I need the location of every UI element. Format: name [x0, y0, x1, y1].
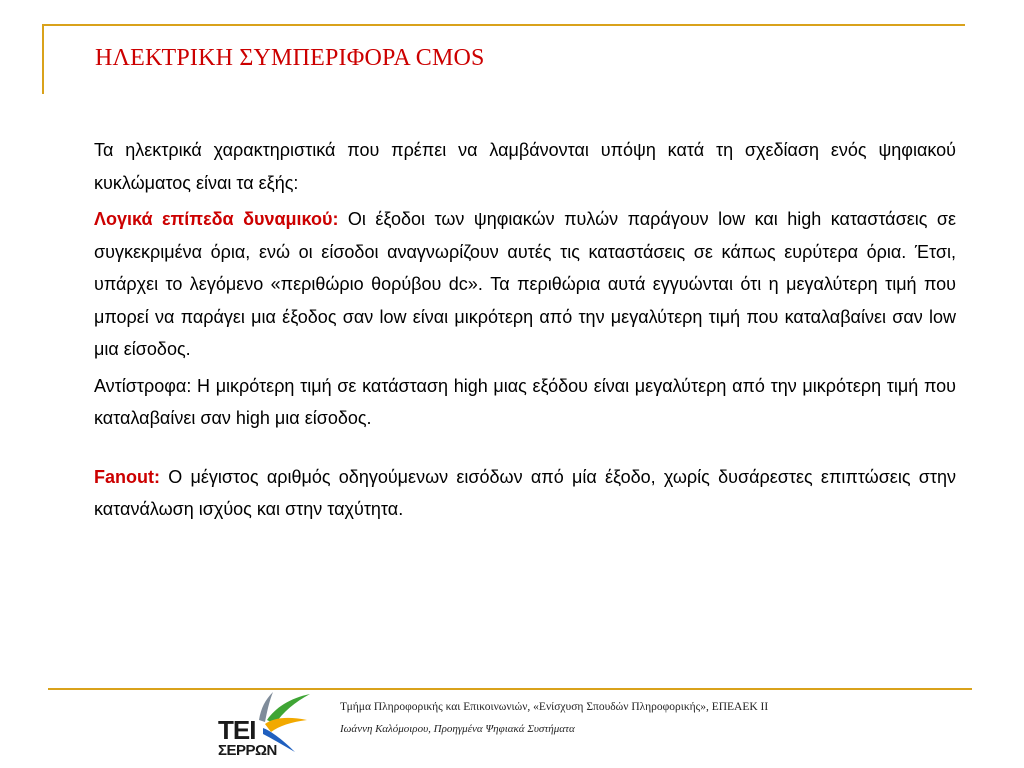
- slide-title: ΗΛΕΚΤΡΙΚΗ ΣΥΜΠΕΡΙΦΟΡΑ CMOS: [95, 45, 485, 71]
- logic-levels-text: Οι έξοδοι των ψηφιακών πυλών παράγουν low και high καταστάσεις σε συγκεκριμένα όρια, ενώ οι είσοδοι αναγνωρίζουν αυτές τις καταστάσεις σε κάπως ευρύτερα όρια. Έτσι, υπάρχει το λεγόμενο «περιθώριο θορύβου dc». Τα περιθώρια αυτά εγγυώνται ότι η μεγαλύτερη τιμή που μπορεί να παράγει μια έξοδος σαν low είναι μικρότερη από την μεγαλύτερη τιμή που καταλαβαίνει σαν low μια είσοδος.: [94, 209, 956, 359]
- intro-paragraph: Τα ηλεκτρικά χαρακτηριστικά που πρέπει να λαμβάνονται υπόψη κατά τη σχεδίαση ενός ψηφιακού κυκλώματος είναι τα εξής:: [94, 140, 956, 193]
- fanout-label: Fanout:: [94, 466, 160, 487]
- top-border-line: [42, 24, 965, 26]
- footer-divider: [48, 688, 972, 690]
- logic-levels-label: Λογικά επίπεδα δυναμικού:: [94, 209, 339, 229]
- logic-levels-paragraph: [94, 203, 956, 366]
- logo-serron-text: ΣΕΡΡΩΝ: [218, 742, 277, 759]
- left-border-line: [42, 24, 44, 94]
- fanout-paragraph: [94, 461, 956, 526]
- footer-department: Τμήμα Πληροφορικής και Επικοινωνιών, «Ενίσχυση Σπουδών Πληροφορικής», ΕΠΕΑΕΚ ΙΙ: [340, 701, 769, 713]
- slide-body: [94, 134, 956, 530]
- conversely-paragraph: Αντίστροφα: Η μικρότερη τιμή σε κατάσταση high μιας εξόδου είναι μεγαλύτερη από την μικρότερη τιμή που καταλαβαίνει σαν high μια είσοδος.: [94, 375, 956, 428]
- fanout-text: Ο μέγιστος αριθμός οδηγούμενων εισόδων από μία έξοδο, χωρίς δυσάρεστες επιπτώσεις στην κατανάλωση ισχύος και στην ταχύτητα.: [94, 466, 956, 519]
- footer-author: Ιωάννη Καλόμοιρου, Προηγμένα Ψηφιακά Συστήματα: [340, 723, 575, 735]
- logo-tei-text: ΤΕΙ: [218, 715, 256, 745]
